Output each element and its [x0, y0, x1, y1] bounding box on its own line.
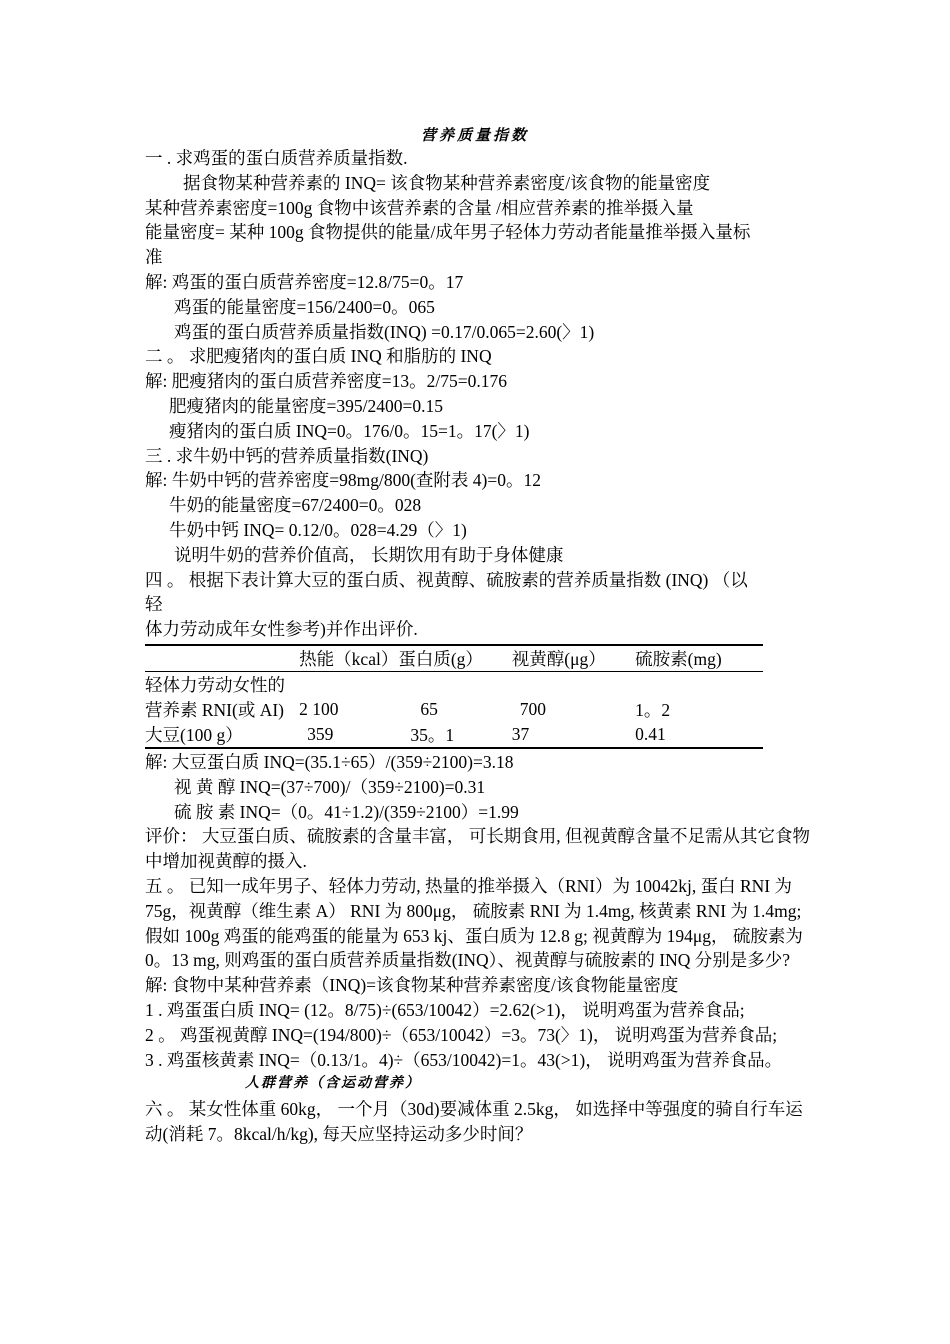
section1-solution-3: 鸡蛋的蛋白质营养质量指数(INQ) =0.17/0.065=2.60(〉1): [174, 321, 595, 342]
section2-solution-1: 解: 肥瘦猪肉的蛋白质营养密度=13。2/75=0.176: [145, 371, 507, 392]
table-row: [145, 722, 763, 748]
table-cell: 37: [512, 722, 635, 748]
section4-evaluation: 评价： 大豆蛋白质、硫胺素的含量丰富， 可长期食用, 但视黄醇含量不足需从其它食物中增加视黄醇的摄入.: [145, 826, 810, 872]
section1-definition-3b: 准: [145, 247, 163, 268]
table-row: [145, 697, 763, 722]
table-cell: 65: [420, 698, 438, 719]
table-header-cell: 热能（kcal）: [299, 645, 398, 672]
section2-heading: 二 。 求肥瘦猪肉的蛋白质 INQ 和脂肪的 INQ: [145, 346, 492, 367]
table-cell: 轻体力劳动女性的: [145, 674, 285, 695]
section5-solution-2: 2 。 鸡蛋视黄醇 INQ=(194/800)÷（653/10042）=3。73(〉1)， 说明鸡蛋为营养食品;: [145, 1024, 778, 1045]
document-body: [145, 146, 810, 1147]
table-cell: 359: [299, 722, 398, 748]
section4-heading-b: 轻: [145, 594, 163, 615]
section5-solution-0: 解: 食物中某种营养素（INQ)=该食物某种营养素密度/该食物能量密度: [145, 975, 679, 996]
section1-definition-2: 某种营养素密度=100g 食物中该营养素的含量 /相应营养素的推举摄入量: [145, 197, 694, 218]
section5-question: 五 。 已知一成年男子、轻体力劳动, 热量的推举摄入（RNI）为 10042kj, 蛋白 RNI 为 75g，视黄醇（维生素 A） RNI 为 800μg， 硫胺素 RNI 为 1.4mg, 核黄素 RNI 为 1.4mg; 假如 100g 鸡蛋的能鸡蛋的能量为 653 kj、蛋白质为 12.8 g; 视黄醇为 194μg， 硫胺素为 0。13 mg, 则鸡蛋的蛋白质营养质量指数(INQ）、视黄醇与硫胺素的 INQ 分别是多少?: [145, 875, 803, 971]
table-cell: 35。1: [398, 722, 511, 748]
table-cell: 2 100: [299, 698, 339, 719]
section1-solution-2: 鸡蛋的能量密度=156/2400=0。065: [174, 296, 435, 317]
section3-solution-4: 说明牛奶的营养价值高， 长期饮用有助于身体健康: [174, 544, 564, 565]
table-header-row: [145, 645, 763, 672]
table-header-cell: 硫胺素(mg): [635, 645, 763, 672]
section1-definition-3a: 能量密度= 某种 100g 食物提供的能量/成年男子轻体力劳动者能量推举摄入量标: [145, 222, 751, 243]
section5-solution-1: 1 . 鸡蛋蛋白质 INQ= (12。8/75)÷(653/10042）=2.62(>1)， 说明鸡蛋为营养食品;: [145, 999, 745, 1020]
table-header-cell: 视黄醇(μg）: [512, 645, 635, 672]
page-title: 营养质量指数: [420, 128, 529, 144]
section1-definition-1: 据食物某种营养素的 INQ= 该食物某种营养素密度/该食物的能量密度: [183, 172, 711, 193]
section2-solution-2: 肥瘦猪肉的能量密度=395/2400=0.15: [169, 395, 443, 416]
table-header-cell: [145, 645, 299, 672]
section3-solution-2: 牛奶的能量密度=67/2400=0。028: [169, 495, 422, 516]
table-cell: 营养素 RNI(或 AI): [145, 699, 285, 720]
table-cell: 1。2: [635, 699, 671, 720]
table-cell: 大豆(100 g）: [145, 722, 299, 748]
table-cell: 700: [519, 698, 547, 719]
section1-heading: 一 . 求鸡蛋的蛋白质营养质量指数.: [145, 148, 408, 168]
section4-heading-a: 四 。 根据下表计算大豆的蛋白质、视黄醇、硫胺素的营养质量指数 (INQ) （以: [145, 569, 748, 590]
nutrient-table: [145, 644, 763, 749]
table-row: [145, 671, 763, 697]
section-subtitle: 人群营养（含运动营养）: [245, 1076, 421, 1092]
section6-question: 六 。 某女性体重 60kg， 一个月（30d)要减体重 2.5kg， 如选择中等强度的骑自行车运动(消耗 7。8kcal/h/kg), 每天应坚持运动多少时间？: [145, 1099, 803, 1144]
section3-solution-1: 解: 牛奶中钙的营养密度=98mg/800(查附表 4)=0。12: [145, 470, 541, 491]
section5-solution-3: 3 . 鸡蛋核黄素 INQ=（0.13/1。4)÷（653/10042)=1。43(>1)， 说明鸡蛋为营养食品。: [145, 1049, 783, 1070]
section4-solution-2: 视 黄 醇 INQ=(37÷700)/（359÷2100)=0.31: [174, 776, 486, 797]
section4-solution-1: 解: 大豆蛋白质 INQ=(35.1÷65）/(359÷2100)=3.18: [145, 751, 514, 772]
section2-solution-3: 瘦猪肉的蛋白质 INQ=0。176/0。15=1。17(〉1): [169, 420, 530, 441]
table-cell: 0.41: [635, 722, 763, 748]
table-header-cell: 蛋白质(g）: [398, 645, 511, 672]
section4-heading-c: 体力劳动成年女性参考)并作出评价.: [145, 619, 418, 640]
section4-solution-3: 硫 胺 素 INQ=（0。41÷1.2)/(359÷2100）=1.99: [174, 801, 519, 822]
section3-heading: 三 . 求牛奶中钙的营养质量指数(INQ): [145, 445, 429, 466]
section1-solution-1: 解: 鸡蛋的蛋白质营养密度=12.8/75=0。17: [145, 271, 464, 292]
section3-solution-3: 牛奶中钙 INQ= 0.12/0。028=4.29（〉1): [169, 519, 467, 540]
